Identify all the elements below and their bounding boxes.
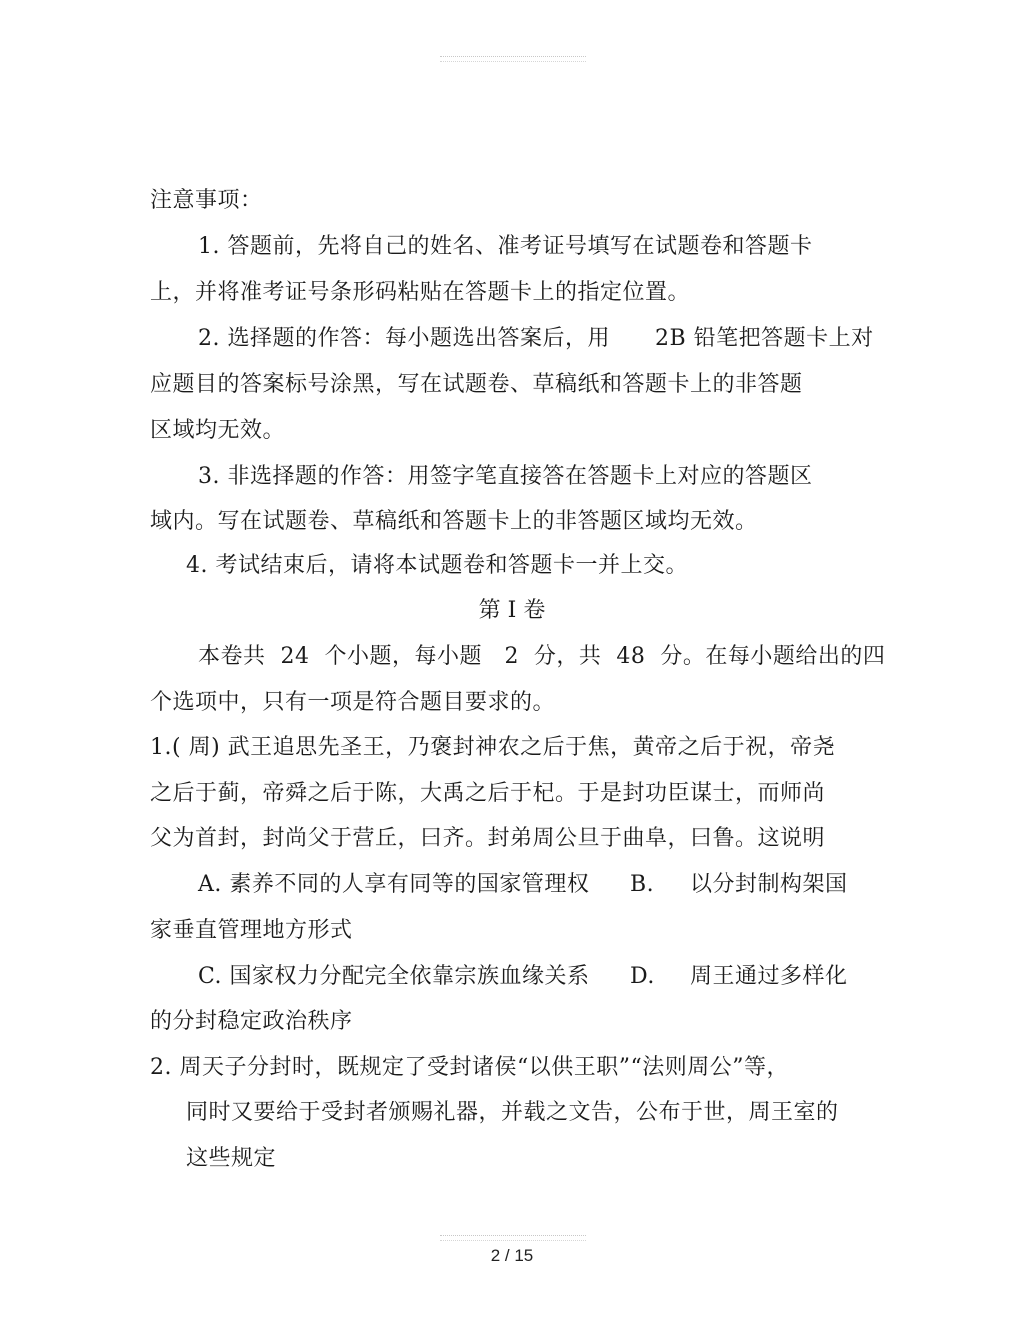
note-1-line-1: 1. 答题前，先将自己的姓名、准考证号填写在试题卷和答题卡	[198, 234, 813, 259]
note-2-line-2: 应题目的答案标号涂黑，写在试题卷、草稿纸和答题卡上的非答题	[150, 372, 803, 397]
question-1-option-d-line-2: 的分封稳定政治秩序	[150, 1009, 353, 1034]
page-number: 2 / 15	[490, 1246, 534, 1265]
footer-rule	[440, 1235, 586, 1241]
note-2-line-3: 区域均无效。	[150, 418, 286, 443]
note-1-line-2: 上，并将准考证号条形码粘贴在答题卡上的指定位置。	[150, 280, 691, 305]
header-rule	[440, 56, 586, 62]
question-1-option-d-line-1: 周王通过多样化	[690, 964, 848, 989]
notes-title: 注意事项：	[150, 188, 263, 213]
note-4: 4. 考试结束后，请将本试题卷和答题卡一并上交。	[186, 553, 688, 578]
question-1-option-a: A. 素养不同的人享有同等的国家管理权	[198, 872, 590, 897]
question-2-line-1: 2. 周天子分封时，既规定了受封诸侯“以供王职”“法则周公”等，	[150, 1055, 789, 1080]
note-2-line-1: 2. 选择题的作答：每小题选出答案后，用 2B 铅笔把答题卡上对	[198, 326, 874, 351]
section-intro-line-1: 本卷共 24 个小题，每小题 2 分，共 48 分。在每小题给出的四	[198, 644, 886, 669]
question-1-line-2: 之后于蓟，帝舜之后于陈，大禹之后于杞。于是封功臣谋士，而师尚	[150, 781, 826, 806]
question-1-option-b-letter: B.	[630, 872, 655, 897]
question-1-line-1: 1.( 周) 武王追思先圣王，乃褒封神农之后于焦，黄帝之后于祝，帝尧	[150, 735, 836, 760]
question-1-option-b-line-1: 以分封制构架国	[690, 872, 848, 897]
question-1-option-b-line-2: 家垂直管理地方形式	[150, 918, 353, 943]
question-1-line-3: 父为首封，封尚父于营丘，曰齐。封弟周公旦于曲阜，曰鲁。这说明	[150, 826, 826, 851]
section-heading: 第 I 卷	[478, 598, 546, 623]
section-intro-line-2: 个选项中，只有一项是符合题目要求的。	[150, 690, 556, 715]
question-2-line-2: 同时又要给于受封者颁赐礼器，并载之文告，公布于世，周王室的	[186, 1100, 839, 1125]
note-3-line-1: 3. 非选择题的作答：用签字笔直接答在答题卡上对应的答题区	[198, 464, 813, 489]
question-2-line-3: 这些规定	[186, 1146, 277, 1171]
question-1-option-d-letter: D.	[630, 964, 655, 989]
question-1-option-c: C. 国家权力分配完全依靠宗族血缘关系	[198, 964, 590, 989]
note-3-line-2: 域内。写在试题卷、草稿纸和答题卡上的非答题区域均无效。	[150, 509, 758, 534]
